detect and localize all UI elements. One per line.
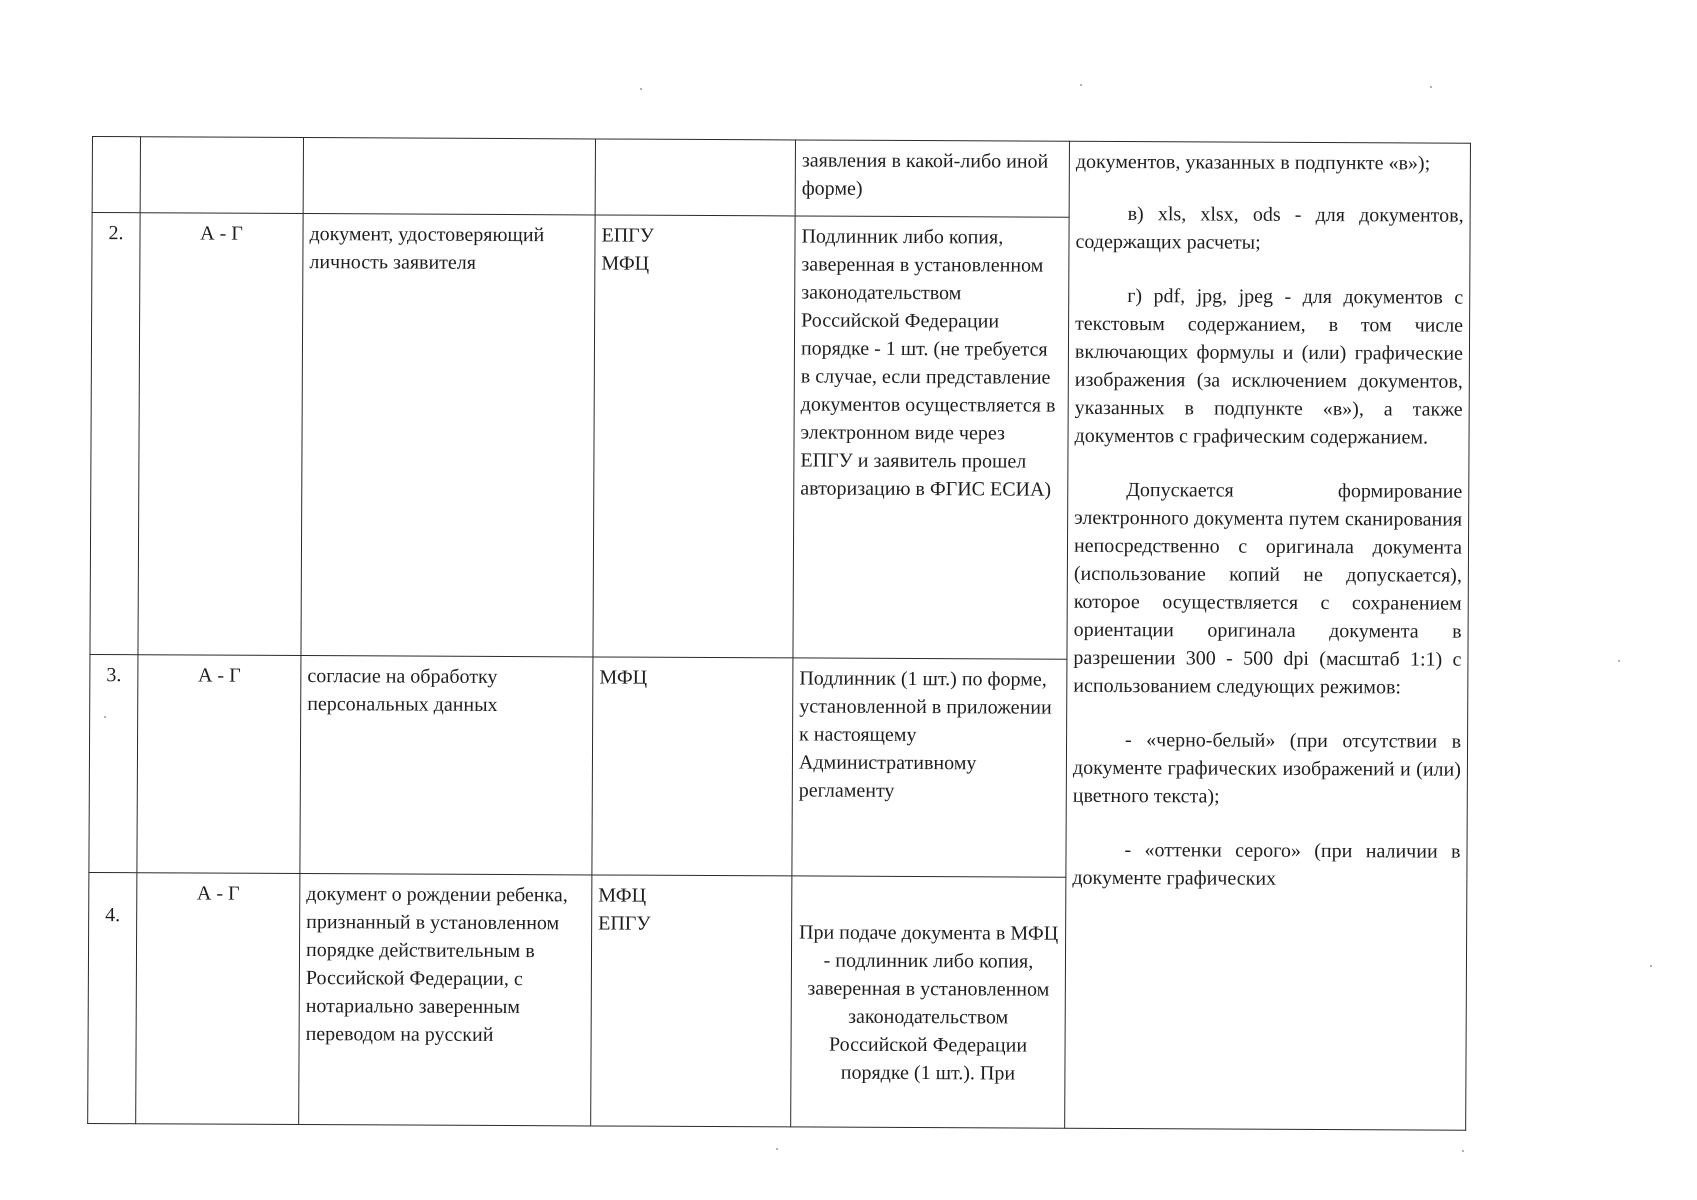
scan-speck (104, 716, 106, 718)
scan-speck (776, 1148, 778, 1150)
file-format-notes (1065, 141, 1471, 1130)
row-number: 2. (90, 213, 140, 655)
scan-speck (1430, 86, 1432, 88)
submission-channel (595, 139, 795, 216)
scan-speck (1080, 84, 1082, 86)
row-number: 4. (88, 872, 137, 1123)
scan-speck (1462, 1150, 1464, 1152)
document-requirement: заявления в какой-либо иной форме) (795, 140, 1069, 217)
document-requirement: При подаче документа в МФЦ - подлинник либо копия, заверенная в установленном законодательством Российской Федерации порядке (1 шт.). При (791, 876, 1066, 1128)
document-sheet (87, 136, 1470, 1130)
submission-channel: ЕПГУ МФЦ (593, 215, 795, 658)
note-paragraph: в) xls, xlsx, ods - для документов, содержащих расчеты; (1075, 203, 1464, 254)
document-name: согласие на обработку персональных данных (300, 656, 593, 875)
note-paragraph: г) pdf, jpg, jpeg - для документов с текстовым содержанием, в том числе включающих формулы и (или) графические изображения (за исключением документов, указанных в подпункте «в»), а также документов с графическим содержанием. (1074, 285, 1464, 449)
note-paragraph: Допускается формирование электронного документа путем сканирования непосредственно с оригинала документа (использование копий не допускается), которое осуществляется с сохранением ориентации оригинала документа в разрешении 300 - 500 dpi (масштаб 1:1) с использованием следующих режимов: (1073, 479, 1463, 699)
applicant-category: А - Г (136, 873, 300, 1125)
submission-channel: МФЦ (592, 657, 793, 876)
note-paragraph: - «черно-белый» (при отсутствии в документе графических изображений и (или) цветного текста); (1072, 729, 1462, 808)
scan-speck (1650, 965, 1652, 967)
note-paragraph: - «оттенки серого» (при наличии в документе графических (1072, 839, 1461, 890)
note-paragraph: документов, указанных в подпункте «в»); (1075, 150, 1431, 175)
documents-table (87, 136, 1471, 1131)
submission-channel: МФЦ ЕПГУ (591, 875, 792, 1127)
row-number (92, 137, 140, 213)
document-requirement: Подлинник (1 шт.) по форме, установленной в приложении к настоящему Административному регламенту (792, 658, 1067, 877)
applicant-category: А - Г (137, 655, 301, 874)
row-number: 3. (89, 654, 138, 872)
applicant-category: А - Г (138, 213, 303, 656)
document-requirement: Подлинник либо копия, заверенная в установленном законодательством Российской Федерации порядке - 1 шт. (не требуется в случае, если представление документов осуществляется в электронном виде через ЕПГУ и заявитель прошел авторизацию в ФГИС ЕСИА) (793, 216, 1069, 659)
document-name (303, 138, 595, 215)
scan-speck (1618, 660, 1620, 662)
scan-speck (640, 88, 642, 90)
applicant-category (140, 137, 303, 214)
table-row (92, 137, 1470, 220)
document-name: документ, удостоверяющий личность заявителя (301, 214, 595, 657)
document-name: документ о рождении ребенка, признанный в установленном порядке действительным в Российской Федерации, с нотариально заверенным переводом на русский (299, 874, 592, 1126)
